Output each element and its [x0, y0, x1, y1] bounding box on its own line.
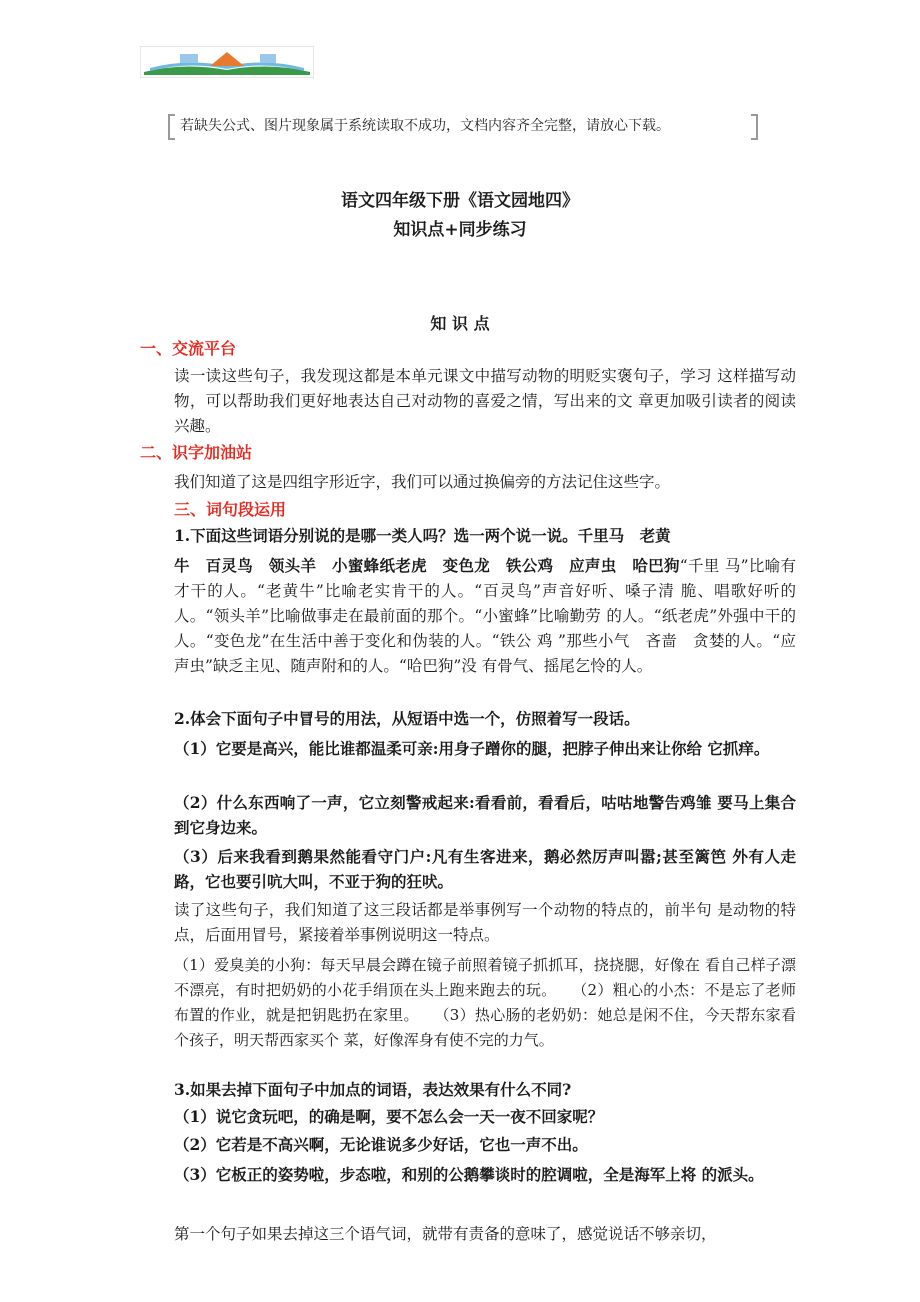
download-notice [168, 112, 758, 140]
example-2: （2）粗心的小杰：不是忘了老师布置的作业，就是把钥匙扔在家里。 [174, 981, 796, 1024]
question-2-explanation: 读了这些句子，我们知道了这三段话都是举事例写一个动物的特点的，前半句 是动物的特点，后面用冒号，紧接着举事例说明这一特点。 [174, 901, 796, 944]
question-3-sentence-3: （3）它板正的姿势啦，步态啦，和别的公鹅攀谈时的腔调啦，全是海军上将 的派头。 [174, 1165, 764, 1184]
section-heading-1: 一、交流平台 [140, 339, 237, 358]
question-2-sentence-3: （3）后来我看到鹅果然能看守门户:凡有生客进来，鹅必然厉声叫嚣;甚至篱笆 外有人走路，它也要引吭大叫，不亚于狗的狂吠。 [174, 847, 796, 891]
question-3-sentence-1: （1）说它贪玩吧，的确是啊，要不怎么会一天一夜不回家呢？ [174, 1107, 604, 1126]
notice-text: 若缺失公式、图片现象属于系统读取不成功，文档内容齐全完整，请放心下载。 [180, 118, 670, 134]
section-heading-2: 二、识字加油站 [140, 443, 253, 462]
question-2-sentence-2: （2）什么东西响了一声，它立刻警戒起来:看看前，看看后，咕咕地警告鸡雏 要马上集合到它身边来。 [174, 793, 796, 837]
question-1-words: 牛 百灵鸟 领头羊 小蜜蜂纸老虎 变色龙 铁公鸡 应声虫 哈巴狗 [174, 556, 680, 575]
question-3: 3.如果去掉下面句子中加点的词语，表达效果有什么不同? [174, 1080, 572, 1099]
example-3: （3）热心肠的老奶奶：她总是闲不住，今天帮东家看个孩子，明天帮西家买个 菜，好像浑身有使不完的力气。 [174, 1006, 796, 1049]
question-2-examples [174, 953, 796, 1053]
knowledge-heading: 知 识 点 [430, 314, 490, 333]
question-3-sentence-2: （2）它若是不高兴啊，无论谁说多少好话，它也一声不出。 [174, 1135, 588, 1154]
doc-title: 语文四年级下册《语文园地四》 [341, 191, 579, 211]
doc-subtitle: 知识点+同步练习 [393, 220, 527, 240]
question-2-sentence-1: （1）它要是高兴，能比谁都温柔可亲:用身子蹭你的腿，把脖子伸出来让你给 它抓痒。 [174, 739, 770, 758]
paragraph-2: 我们知道了这是四组字形近字，我们可以通过换偏旁的方法记住这些字。 [174, 473, 671, 491]
left-bracket [168, 114, 175, 140]
paragraph-1: 读一读这些句子，我发现这都是本单元课文中描写动物的明贬实褒句子，学习 这样描写动物，可以帮助我们更好地表达自己对动物的喜爱之情，写出来的文 章更加吸引读者的阅读兴趣。 [174, 367, 796, 435]
example-1: （1）爱臭美的小狗：每天早晨会蹲在镜子前照着镜子抓抓耳，挠挠腮，好像在 看自己样子漂不漂亮，有时把奶奶的小花手绢顶在头上跑来跑去的玩。 [174, 956, 796, 999]
section-heading-3: 三、词句段运用 [174, 500, 287, 519]
logo-icon [140, 46, 314, 78]
question-1-answer [174, 553, 796, 679]
question-1-answer-text: “千里 马”比喻有才干的人。“老黄牛”比喻老实肯干的人。“百灵鸟”声音好听、嗓子清 脆、唱歌好听的人。“领头羊”比喻做事走在最前面的那个。“小蜜蜂”比喻勤劳 的人。“纸老虎”外强中干的人。“变色龙”在生活中善于变化和伪装的人。“铁公 鸡 ”那些小气 吝啬 贪婪的人。“应声虫”缺乏主见、随声附和的人。“哈巴狗”没 有骨气、摇尾乞怜的人。 [174, 557, 796, 675]
right-bracket [751, 114, 758, 140]
question-3-answer: 第一个句子如果去掉这三个语气词，就带有责备的意味了，感觉说话不够亲切， [174, 1225, 717, 1243]
question-1: 1.下面这些词语分别说的是哪一类人吗？选一两个说一说。千里马 老黄 [174, 526, 671, 545]
question-2: 2.体会下面句子中冒号的用法，从短语中选一个，仿照着写一段话。 [174, 709, 640, 728]
